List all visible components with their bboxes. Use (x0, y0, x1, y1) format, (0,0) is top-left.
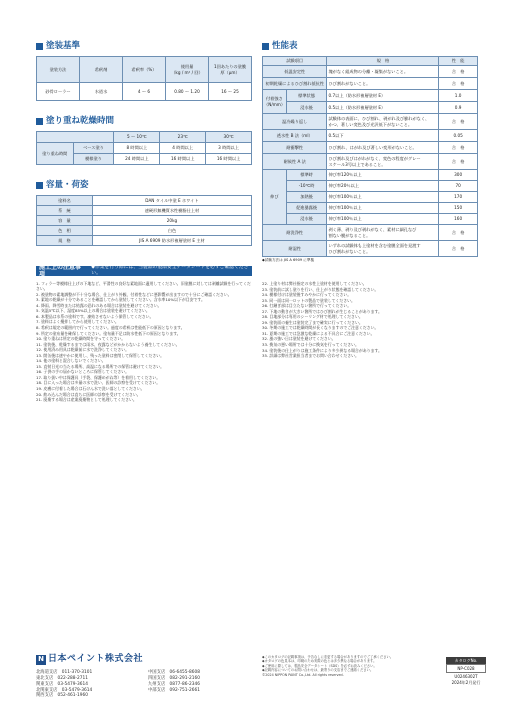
company-name: 日本ペイント株式会社 (48, 654, 144, 664)
table-cell: 20kg (92, 216, 251, 226)
table-header: 性 能 (439, 57, 478, 66)
note-item: 6. 本製品は水系の塗料です。凍結させないよう保管してください。 (36, 313, 154, 319)
table-header: 5 〜 10℃ (114, 132, 160, 143)
footnote-item: ◆カタログの色見本は、印刷のため実際の色とは多少異なる場合があります。 (262, 659, 377, 664)
table-cell: 伸び率20％以上 (327, 181, 439, 192)
row-label: 塗料名 (37, 196, 93, 206)
row-group-label: 付着強さ （N/mm） (263, 90, 287, 114)
row-group-label: 伸び (263, 170, 287, 225)
section-square-icon (36, 43, 43, 50)
notes-title: 施工上の注意事項 (39, 263, 82, 278)
note-item: 30. 冬期の施工では乾燥時間が長くなりますのでご注意ください。 (262, 325, 379, 331)
table-cell: 1.0 (439, 90, 478, 102)
footnote-item: ◆ご使用に際しては、製品安全データシート（SDS）を必ずお読みください。 (262, 663, 377, 668)
note-item: 25. 同一面は同一ロットの製品で塗装してください。 (262, 297, 355, 303)
note-item: 23. 塗装前に試し塗りを行い、仕上がり状態を確認してください。 (262, 286, 379, 292)
left-column (36, 40, 252, 246)
catalog-header: カタログNo. (446, 657, 486, 664)
table-header: 希釈率（%） (123, 57, 166, 83)
table-cell: 合 格 (439, 66, 478, 78)
note-item: 24. 模様付けは塗装後すみやかに行ってください。 (262, 292, 352, 298)
table-cell: ひび割れ及びはがれがなく、変色の程度がグレー スケール3号以上であること。 (327, 154, 439, 170)
branch-item: 東北支店 022-288-2711 (36, 675, 88, 681)
row-label: 耐衝撃性 (263, 142, 327, 154)
table-header (37, 132, 114, 143)
note-item: 5. 気温5℃以下、湿度85%以上の場合は塗装を避けてください。 (36, 308, 150, 314)
table-header: 塗装方法 (37, 57, 80, 83)
note-item: 28. 目地部分は専用のシーリング材で処理してください。 (262, 314, 363, 320)
row-label: 初期乾燥によるひび割れ抵抗性 (263, 78, 327, 90)
capacity-title: 容量・荷姿 (36, 179, 252, 191)
catalog-sub: U0246302T (454, 674, 478, 679)
note-item: 14. 他の塗料と混合しないでください。 (36, 358, 106, 364)
table-header: 1回あたりの塗膜 厚（μm） (209, 57, 252, 83)
table-cell: 合 格 (439, 154, 478, 170)
row-label: 耐湿性 (263, 241, 327, 257)
branch-item: 北関東支店 03-5479-3614 (36, 687, 93, 693)
note-item: 19. 皮膚に付着した場合は石けん水で洗い落としてください。 (36, 386, 145, 391)
table-cell: いずれの試験体も上塗材を含む塗膜全面を見渡す ひび割れがないこと。 (327, 241, 439, 257)
note-item: 32. 風の強い日は塗装を避けてください。 (262, 336, 336, 342)
row-label: 浸水後 (286, 102, 327, 114)
note-item: 27. 下地の動きが大きい箇所ではひび割れが生じることがあります。 (262, 308, 382, 314)
notes-left (36, 281, 252, 403)
note-item: 35. 詳細は弊社営業担当者までお問い合わせください。 (262, 353, 359, 359)
table-cell: 160 (439, 214, 478, 225)
table-cell: 伸び率100％以上 (327, 203, 439, 214)
capacity-table (36, 195, 252, 246)
table-cell: 0.7以上（防水形複層塗材 E） (327, 90, 439, 102)
table-cell: 0.80 〜 1.20 (166, 83, 209, 101)
branch-item: 中部支店 092-751-2661 (148, 687, 200, 693)
table-cell: 16 〜 25 (209, 83, 252, 101)
table-cell: 速硬形無機質水性樹脂仕上材 (92, 206, 251, 216)
note-item: 17. 取り扱い中は保護具（手袋、保護めがね等）を着用してください。 (36, 374, 161, 380)
notes-right (262, 281, 478, 359)
note-item: 11. 塗装後、乾燥するまでは雨水、夜露などがかからないよう養生してください。 (36, 341, 180, 347)
note-item: 15. 直射日光の当たる場所、高温になる場所での保管は避けてください。 (36, 363, 165, 369)
row-label: 低温安定性 (263, 66, 327, 78)
section-square-icon (36, 182, 43, 189)
catalog-number-box (446, 657, 486, 685)
row-label: -10℃時 (286, 181, 327, 192)
catalog-code: NP-C028 (446, 664, 486, 673)
row-group-label: 塗り重ね時間 (37, 143, 74, 165)
drying-time-title: 塗り重ね乾燥時間 (36, 115, 252, 127)
table-cell: 伸び率120％以上 (327, 170, 439, 181)
table-cell: 16 時間以上 (206, 154, 252, 165)
note-item: 2. 被塗物の素地調整が不十分な場合、仕上がり外観、付着性などに悪影響が出ますので十分にご確認ください。 (36, 291, 232, 297)
note-item: 10. 塗り重ねは所定の乾燥時間を守ってください。 (36, 336, 126, 342)
row-label: 加熱後 (286, 192, 327, 203)
footnote-item: ◆記載内容についてのお問い合わせは、最寄りの支店までご連絡ください。 (262, 668, 374, 673)
drying-time-table (36, 131, 252, 165)
coating-standard-title: 塗装基準 (36, 40, 252, 52)
table-cell: 塊がなく組成物の分離・凝集がないこと。 (327, 66, 439, 78)
note-item: 34. 塗装後の仕上がりは施工条件により多少異なる場合があります。 (262, 347, 382, 353)
catalog-date: 2024年2月発行 (451, 680, 481, 685)
table-cell: 16 時間以上 (160, 154, 206, 165)
row-label: 模様塗り (73, 154, 114, 165)
note-item: 3. 素地の乾燥が十分であることを確認してから塗装してください。含水率10%以下が目安です。 (36, 297, 205, 303)
note-item: 13. 開缶後は速やかに使用し、残った塗料は密閉して保管してください。 (36, 352, 165, 358)
row-label: 標準時 (286, 170, 327, 181)
branch-item: 関西支店 052-461-1960 (36, 693, 88, 699)
note-item: 21. 廃棄する場合は産業廃棄物として処理してください。 (36, 397, 137, 403)
table-header: 希釈剤 (80, 57, 123, 83)
section-square-icon (262, 43, 269, 50)
table-cell: 0.5以上（防水形複層塗材 E） (327, 102, 439, 114)
branch-item: 四国支店 082-291-2160 (148, 675, 200, 681)
table-header: 23℃ (160, 132, 206, 143)
note-item: 7. 塗料はよく攪拌してから使用してください。 (36, 319, 119, 325)
note-item: 31. 夏期の施工では急激な乾燥による不具合にご注意ください。 (262, 330, 375, 336)
table-cell: 4 〜 6 (123, 83, 166, 101)
right-column (262, 40, 478, 262)
table-cell: 4 時間以上 (160, 143, 206, 154)
note-item: 1. フィラー等模様仕上げの下地など、平滑性の良好な素地面に適用してください。旧塗膜に対しては剥離試験を行ってください。 (36, 281, 251, 292)
coating-standard-table (36, 56, 252, 101)
row-label: 透水性 B 法（ml） (263, 130, 327, 142)
row-label: 容 量 (37, 216, 93, 226)
table-cell: 70 (439, 181, 478, 192)
performance-table (262, 56, 478, 257)
branch-item: 九州支店 0877-86-2346 (148, 681, 200, 687)
row-label: 促進暴露後 (286, 203, 327, 214)
row-label: 標準状態 (286, 90, 327, 102)
table-cell: 0.5以下 (327, 130, 439, 142)
table-cell: 0.05 (439, 130, 478, 142)
table-cell: 伸び率100％以上 (327, 192, 439, 203)
note-item: 29. 塗装面の養生は塗装完了まで確実に行ってください。 (262, 319, 363, 325)
notes-header (36, 263, 252, 278)
footnotes (262, 655, 442, 677)
table-cell: 170 (439, 192, 478, 203)
table-cell: 剥く薄、剥り及び剥れがなく、素材に細孔なび 割ない膜がなること。 (327, 225, 439, 241)
branch-item: 中国支店 06-6455-8608 (148, 670, 200, 675)
branch-list (36, 670, 252, 699)
row-label: ベース塗り (73, 143, 114, 154)
table-header: 30℃ (206, 132, 252, 143)
notes-subtitle: ◆作業を行う際には、当製品の製品安全データシートを必ずご確認ください。 (91, 265, 249, 276)
row-label: 温冷繰り返し (263, 114, 327, 130)
table-cell: 合 格 (439, 241, 478, 257)
branch-item: 関東支店 03-5479-3614 (36, 681, 88, 687)
company-logo (36, 654, 143, 665)
table-cell: ひび割れ、はがれ及び著しい変形がないこと。 (327, 142, 439, 154)
table-cell: ひび割れがないこと。 (327, 78, 439, 90)
table-cell: 3 時間以上 (206, 143, 252, 154)
table-cell: 白色 (92, 226, 251, 236)
note-item: 4. 降雨、降雪時または結露の恐れのある場合は塗装を避けてください。 (36, 302, 162, 308)
performance-title: 性能表 (262, 40, 478, 52)
branch-item: 北海道支店 011-370-3101 (36, 670, 93, 675)
table-header: 使用量 （kg / m² / 回） (166, 57, 209, 83)
table-cell: 砂骨ローラー (37, 83, 80, 101)
note-item: 18. 目に入った場合は多量の水で洗い、医師の診察を受けてください。 (36, 380, 161, 386)
table-cell: 伸び率100％以上 (327, 214, 439, 225)
table-cell: 合 格 (439, 225, 478, 241)
performance-footnote: ◆試験方法は JIS A 6909 に準拠 (262, 258, 315, 262)
table-cell: 試験体の表面に、ひび割れ、剥がれ及び膨れがなく、 かつ、著しい変色及び光沢低下がないこと。 (327, 114, 439, 130)
table-cell: DAN タイル中塗 E ホワイト (92, 196, 251, 206)
table-cell: 合 格 (439, 78, 478, 90)
table-header: 規 格 (327, 57, 439, 66)
table-cell: JIS A 6909 防水形複層塗材 E 主材 (92, 236, 251, 246)
note-item: 12. 使用済み用具は乾燥前に水で洗浄してください。 (36, 347, 130, 353)
company-mark-icon: N (36, 655, 46, 665)
row-label: 色 相 (37, 226, 93, 236)
row-label: 浸水後 (286, 214, 327, 225)
note-item: 16. 子供の手の届かないところに保管してください。 (36, 369, 130, 375)
row-label: 耐洗浄性 (263, 225, 327, 241)
note-item: 9. 所定の塗布量を確保してください。塗布量不足は防水性低下の原因となります。 (36, 330, 181, 336)
table-cell: 合 格 (439, 142, 478, 154)
row-label: 規 格 (37, 236, 93, 246)
section-square-icon (36, 118, 43, 125)
table-cell: 合 格 (439, 114, 478, 130)
note-item: 26. 打継ぎ部は目立たない箇所で行ってください。 (262, 303, 352, 309)
footnote-item: ◆このカタログの記載事項は、予告なしに変更する場合がありますのでご了承ください。 (262, 655, 394, 659)
table-cell: 300 (439, 170, 478, 181)
note-item: 8. 希釈は規定の範囲内で行ってください。過度の希釈は性能低下の原因となります。 (36, 324, 185, 330)
table-cell: 8 時間以上 (114, 143, 160, 154)
table-cell: 24 時間以上 (114, 154, 160, 165)
row-label: 系 統 (37, 206, 93, 216)
table-cell: 0.9 (439, 102, 478, 114)
note-item: 22. 上塗り材は弊社指定の水性上塗材を使用してください。 (262, 281, 367, 286)
note-item: 33. 換気の悪い場所では十分に換気を行ってください。 (262, 342, 359, 348)
table-cell: 水道水 (80, 83, 123, 101)
table-header: 試験項目 (263, 57, 327, 66)
table-cell: 150 (439, 203, 478, 214)
note-item: 20. 飲み込んだ場合は直ちに医師の診察を受けてください。 (36, 391, 141, 397)
footnote-item: ©2024 NIPPON PAINT Co.,Ltd. All rights reserved. (262, 672, 344, 677)
row-label: 耐候性 A 法 (263, 154, 327, 170)
